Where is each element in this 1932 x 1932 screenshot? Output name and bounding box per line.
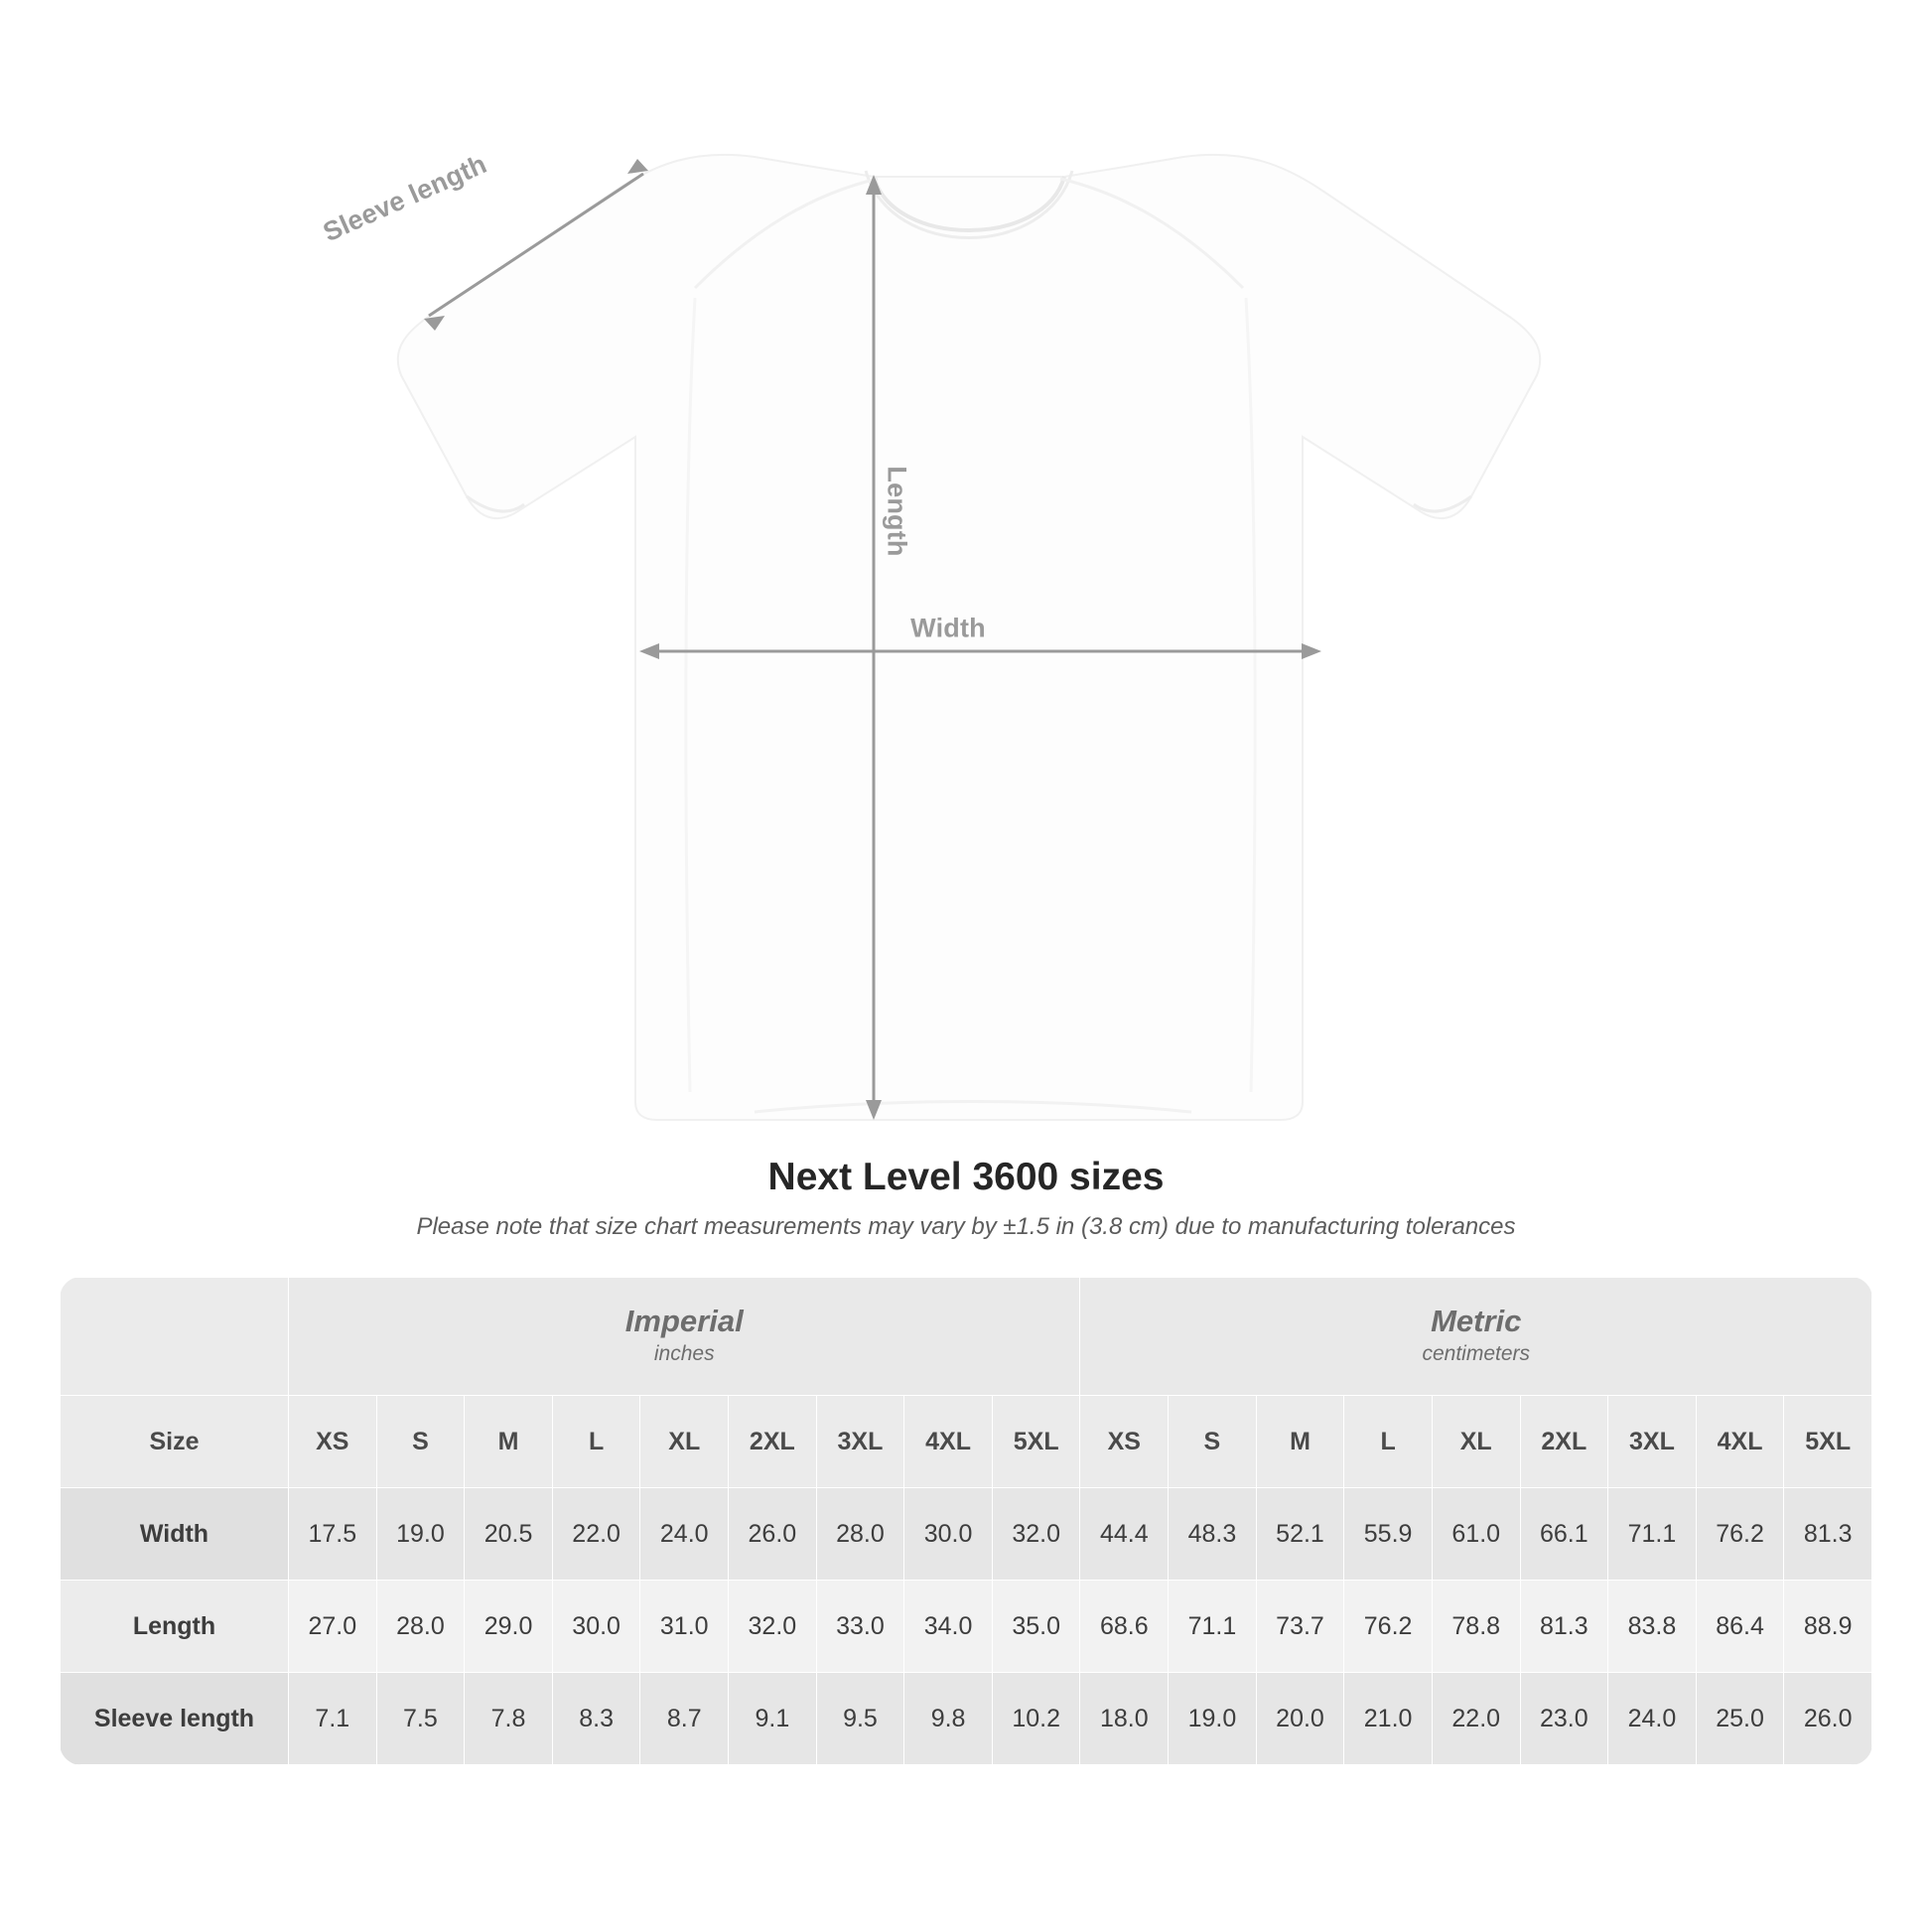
header-imperial-2xl: 2XL (729, 1396, 817, 1488)
page-title: Next Level 3600 sizes (767, 1156, 1165, 1198)
cell-width-metric-m: 52.1 (1256, 1488, 1344, 1581)
header-imperial-5xl: 5XL (992, 1396, 1080, 1488)
cell-width-metric-l: 55.9 (1344, 1488, 1433, 1581)
title-block (0, 1156, 1932, 1241)
header-metric-2xl: 2XL (1520, 1396, 1608, 1488)
header-imperial-s: S (376, 1396, 465, 1488)
header-metric-xl: XL (1432, 1396, 1520, 1488)
cell-length-imperial-s: 28.0 (376, 1581, 465, 1673)
cell-sleeve-imperial-2xl: 9.1 (729, 1673, 817, 1765)
cell-width-metric-s: 48.3 (1169, 1488, 1257, 1581)
header-metric-s: S (1169, 1396, 1257, 1488)
cell-sleeve-imperial-4xl: 9.8 (904, 1673, 993, 1765)
cell-length-metric-m: 73.7 (1256, 1581, 1344, 1673)
cell-width-imperial-l: 22.0 (552, 1488, 640, 1581)
row-label-length: Length (61, 1581, 289, 1673)
cell-length-imperial-xs: 27.0 (289, 1581, 377, 1673)
size-table-wrapper (60, 1277, 1872, 1765)
row-label-width: Width (61, 1488, 289, 1581)
row-label-sleeve-length: Sleeve length (61, 1673, 289, 1765)
length-dimension-label: Length (882, 466, 912, 557)
imperial-title: Imperial (624, 1304, 744, 1339)
cell-width-imperial-5xl: 32.0 (992, 1488, 1080, 1581)
cell-width-imperial-3xl: 28.0 (816, 1488, 904, 1581)
header-metric-m: M (1256, 1396, 1344, 1488)
header-metric-5xl: 5XL (1784, 1396, 1872, 1488)
header-metric-4xl: 4XL (1696, 1396, 1784, 1488)
tolerance-note: Please note that size chart measurements may vary by ±1.5 in (3.8 cm) due to manufacturing tolerances (416, 1213, 1516, 1240)
cell-length-metric-2xl: 81.3 (1520, 1581, 1608, 1673)
unit-header-row (61, 1278, 1872, 1396)
cell-length-metric-5xl: 88.9 (1784, 1581, 1872, 1673)
cell-width-imperial-2xl: 26.0 (729, 1488, 817, 1581)
cell-sleeve-metric-xl: 22.0 (1432, 1673, 1520, 1765)
cell-sleeve-metric-5xl: 26.0 (1784, 1673, 1872, 1765)
cell-length-imperial-l: 30.0 (552, 1581, 640, 1673)
header-imperial-xs: XS (289, 1396, 377, 1488)
header-imperial-3xl: 3XL (816, 1396, 904, 1488)
cell-width-metric-xl: 61.0 (1432, 1488, 1520, 1581)
header-size-label: Size (61, 1396, 289, 1488)
cell-length-metric-3xl: 83.8 (1608, 1581, 1697, 1673)
cell-width-imperial-xs: 17.5 (289, 1488, 377, 1581)
metric-title: Metric (1431, 1304, 1522, 1339)
cell-sleeve-imperial-xl: 8.7 (640, 1673, 729, 1765)
cell-length-imperial-4xl: 34.0 (904, 1581, 993, 1673)
table-row (61, 1581, 1872, 1673)
cell-width-metric-2xl: 66.1 (1520, 1488, 1608, 1581)
size-table (60, 1277, 1872, 1765)
cell-width-imperial-4xl: 30.0 (904, 1488, 993, 1581)
cell-width-metric-5xl: 81.3 (1784, 1488, 1872, 1581)
table-corner-cell (61, 1278, 289, 1396)
header-imperial-m: M (465, 1396, 553, 1488)
header-imperial-4xl: 4XL (904, 1396, 993, 1488)
cell-sleeve-metric-2xl: 23.0 (1520, 1673, 1608, 1765)
cell-length-metric-s: 71.1 (1169, 1581, 1257, 1673)
cell-sleeve-metric-s: 19.0 (1169, 1673, 1257, 1765)
cell-width-metric-4xl: 76.2 (1696, 1488, 1784, 1581)
sleeve-length-dimension-label: Sleeve length (318, 148, 491, 248)
table-row (61, 1488, 1872, 1581)
cell-sleeve-metric-xs: 18.0 (1080, 1673, 1169, 1765)
cell-length-metric-4xl: 86.4 (1696, 1581, 1784, 1673)
cell-length-imperial-2xl: 32.0 (729, 1581, 817, 1673)
cell-sleeve-imperial-s: 7.5 (376, 1673, 465, 1765)
cell-sleeve-imperial-5xl: 10.2 (992, 1673, 1080, 1765)
header-metric-3xl: 3XL (1608, 1396, 1697, 1488)
cell-length-imperial-3xl: 33.0 (816, 1581, 904, 1673)
imperial-subtitle: inches (653, 1342, 715, 1366)
cell-sleeve-metric-m: 20.0 (1256, 1673, 1344, 1765)
cell-sleeve-imperial-xs: 7.1 (289, 1673, 377, 1765)
cell-length-imperial-5xl: 35.0 (992, 1581, 1080, 1673)
table-row (61, 1673, 1872, 1765)
cell-length-metric-xs: 68.6 (1080, 1581, 1169, 1673)
metric-subtitle: centimeters (1422, 1342, 1531, 1366)
cell-length-metric-xl: 78.8 (1432, 1581, 1520, 1673)
cell-width-imperial-s: 19.0 (376, 1488, 465, 1581)
cell-length-imperial-xl: 31.0 (640, 1581, 729, 1673)
metric-unit-header (1080, 1278, 1872, 1396)
cell-width-imperial-m: 20.5 (465, 1488, 553, 1581)
width-dimension-label: Width (910, 613, 986, 643)
cell-sleeve-imperial-3xl: 9.5 (816, 1673, 904, 1765)
cell-length-imperial-m: 29.0 (465, 1581, 553, 1673)
size-header-row (61, 1396, 1872, 1488)
header-metric-l: L (1344, 1396, 1433, 1488)
cell-width-metric-xs: 44.4 (1080, 1488, 1169, 1581)
imperial-unit-header (289, 1278, 1080, 1396)
cell-width-metric-3xl: 71.1 (1608, 1488, 1697, 1581)
cell-sleeve-metric-3xl: 24.0 (1608, 1673, 1697, 1765)
header-imperial-xl: XL (640, 1396, 729, 1488)
cell-sleeve-metric-l: 21.0 (1344, 1673, 1433, 1765)
header-metric-xs: XS (1080, 1396, 1169, 1488)
cell-sleeve-metric-4xl: 25.0 (1696, 1673, 1784, 1765)
cell-sleeve-imperial-l: 8.3 (552, 1673, 640, 1765)
cell-width-imperial-xl: 24.0 (640, 1488, 729, 1581)
header-imperial-l: L (552, 1396, 640, 1488)
cell-length-metric-l: 76.2 (1344, 1581, 1433, 1673)
cell-sleeve-imperial-m: 7.8 (465, 1673, 553, 1765)
